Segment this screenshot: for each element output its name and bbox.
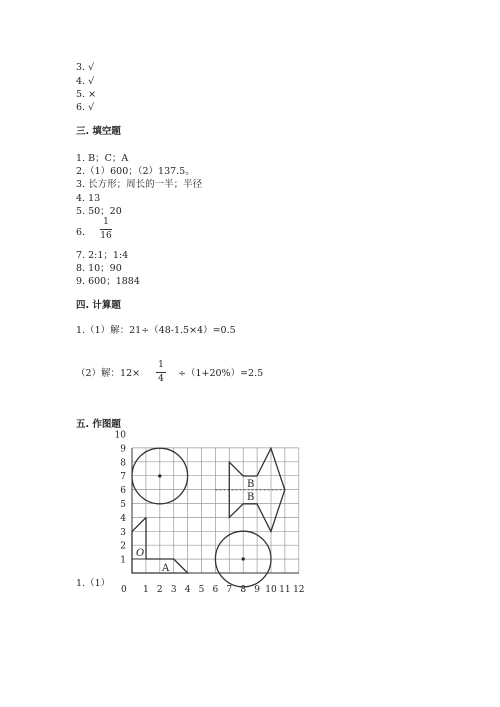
answer-line: 8. 10；90 — [76, 263, 122, 274]
answer-line: 4. 13 — [76, 193, 101, 204]
center-dot — [158, 474, 161, 477]
answer-line: 2.（1）600；（2）137.5。 — [76, 166, 195, 177]
answer-line: 4. √ — [76, 76, 95, 87]
y-tick-label: 3 — [120, 527, 126, 538]
answer-line: （2）解：12× — [76, 368, 141, 379]
x-tick-label: 5 — [198, 585, 205, 595]
answer-line: 6. — [76, 227, 86, 238]
section-title: 三. 填空题 — [76, 126, 121, 137]
x-tick-label: 10 — [265, 585, 277, 595]
x-tick-label: 7 — [226, 585, 233, 595]
shape-b-label: B — [247, 479, 255, 490]
answer-line: 9. 600；1884 — [76, 276, 140, 287]
y-tick-label: 2 — [120, 541, 126, 552]
fraction-numerator: 1 — [103, 217, 109, 227]
x-tick-label: 8 — [240, 585, 247, 595]
answer-line: 7. 2:1；1:4 — [76, 250, 129, 261]
center-dot — [242, 557, 245, 560]
answer-line: 6. √ — [76, 102, 95, 113]
y-tick-label: 5 — [120, 500, 126, 510]
x-tick-label: 6 — [212, 585, 219, 595]
x-tick-label: 11 — [279, 585, 291, 595]
x-tick-label: 9 — [254, 585, 260, 595]
section-title: 四. 计算题 — [76, 300, 121, 311]
answer-line: 1.（1）解：21÷（48-1.5×4）=0.5 — [76, 325, 236, 336]
x-tick-label: 12 — [293, 585, 305, 595]
origin-label: 0 — [121, 585, 127, 595]
fraction-denominator: 4 — [158, 374, 164, 384]
x-tick-label: 2 — [156, 585, 163, 595]
shape-b-label: B — [247, 492, 255, 503]
shape-a-label: A — [162, 563, 170, 574]
fraction-numerator: 1 — [158, 360, 164, 370]
answer-line: ÷（1+20%）=2.5 — [178, 368, 264, 379]
fraction-denominator: 16 — [100, 231, 112, 241]
y-tick-label: 7 — [120, 472, 126, 483]
answer-line: 3. √ — [76, 62, 95, 73]
answer-line: 1. B；C；A — [76, 153, 129, 164]
y-tick-label: 1 — [120, 555, 126, 566]
y-tick-label: 8 — [120, 458, 126, 469]
y-tick-label: 10 — [114, 430, 126, 441]
y-tick-label: 9 — [120, 444, 126, 455]
x-tick-label: 3 — [170, 585, 177, 595]
item-label: 1.（1） — [76, 578, 111, 589]
answer-line: 5. × — [76, 89, 97, 100]
x-tick-label: 4 — [184, 585, 191, 595]
y-tick-label: 6 — [120, 486, 126, 497]
answer-line: 5. 50；20 — [76, 206, 122, 217]
x-tick-label: 1 — [143, 585, 149, 595]
point-o-label: O — [136, 548, 145, 559]
section-title: 五. 作图题 — [76, 419, 121, 430]
answer-line: 3. 长方形；周长的一半；半径 — [76, 179, 203, 190]
y-tick-label: 4 — [120, 513, 126, 524]
